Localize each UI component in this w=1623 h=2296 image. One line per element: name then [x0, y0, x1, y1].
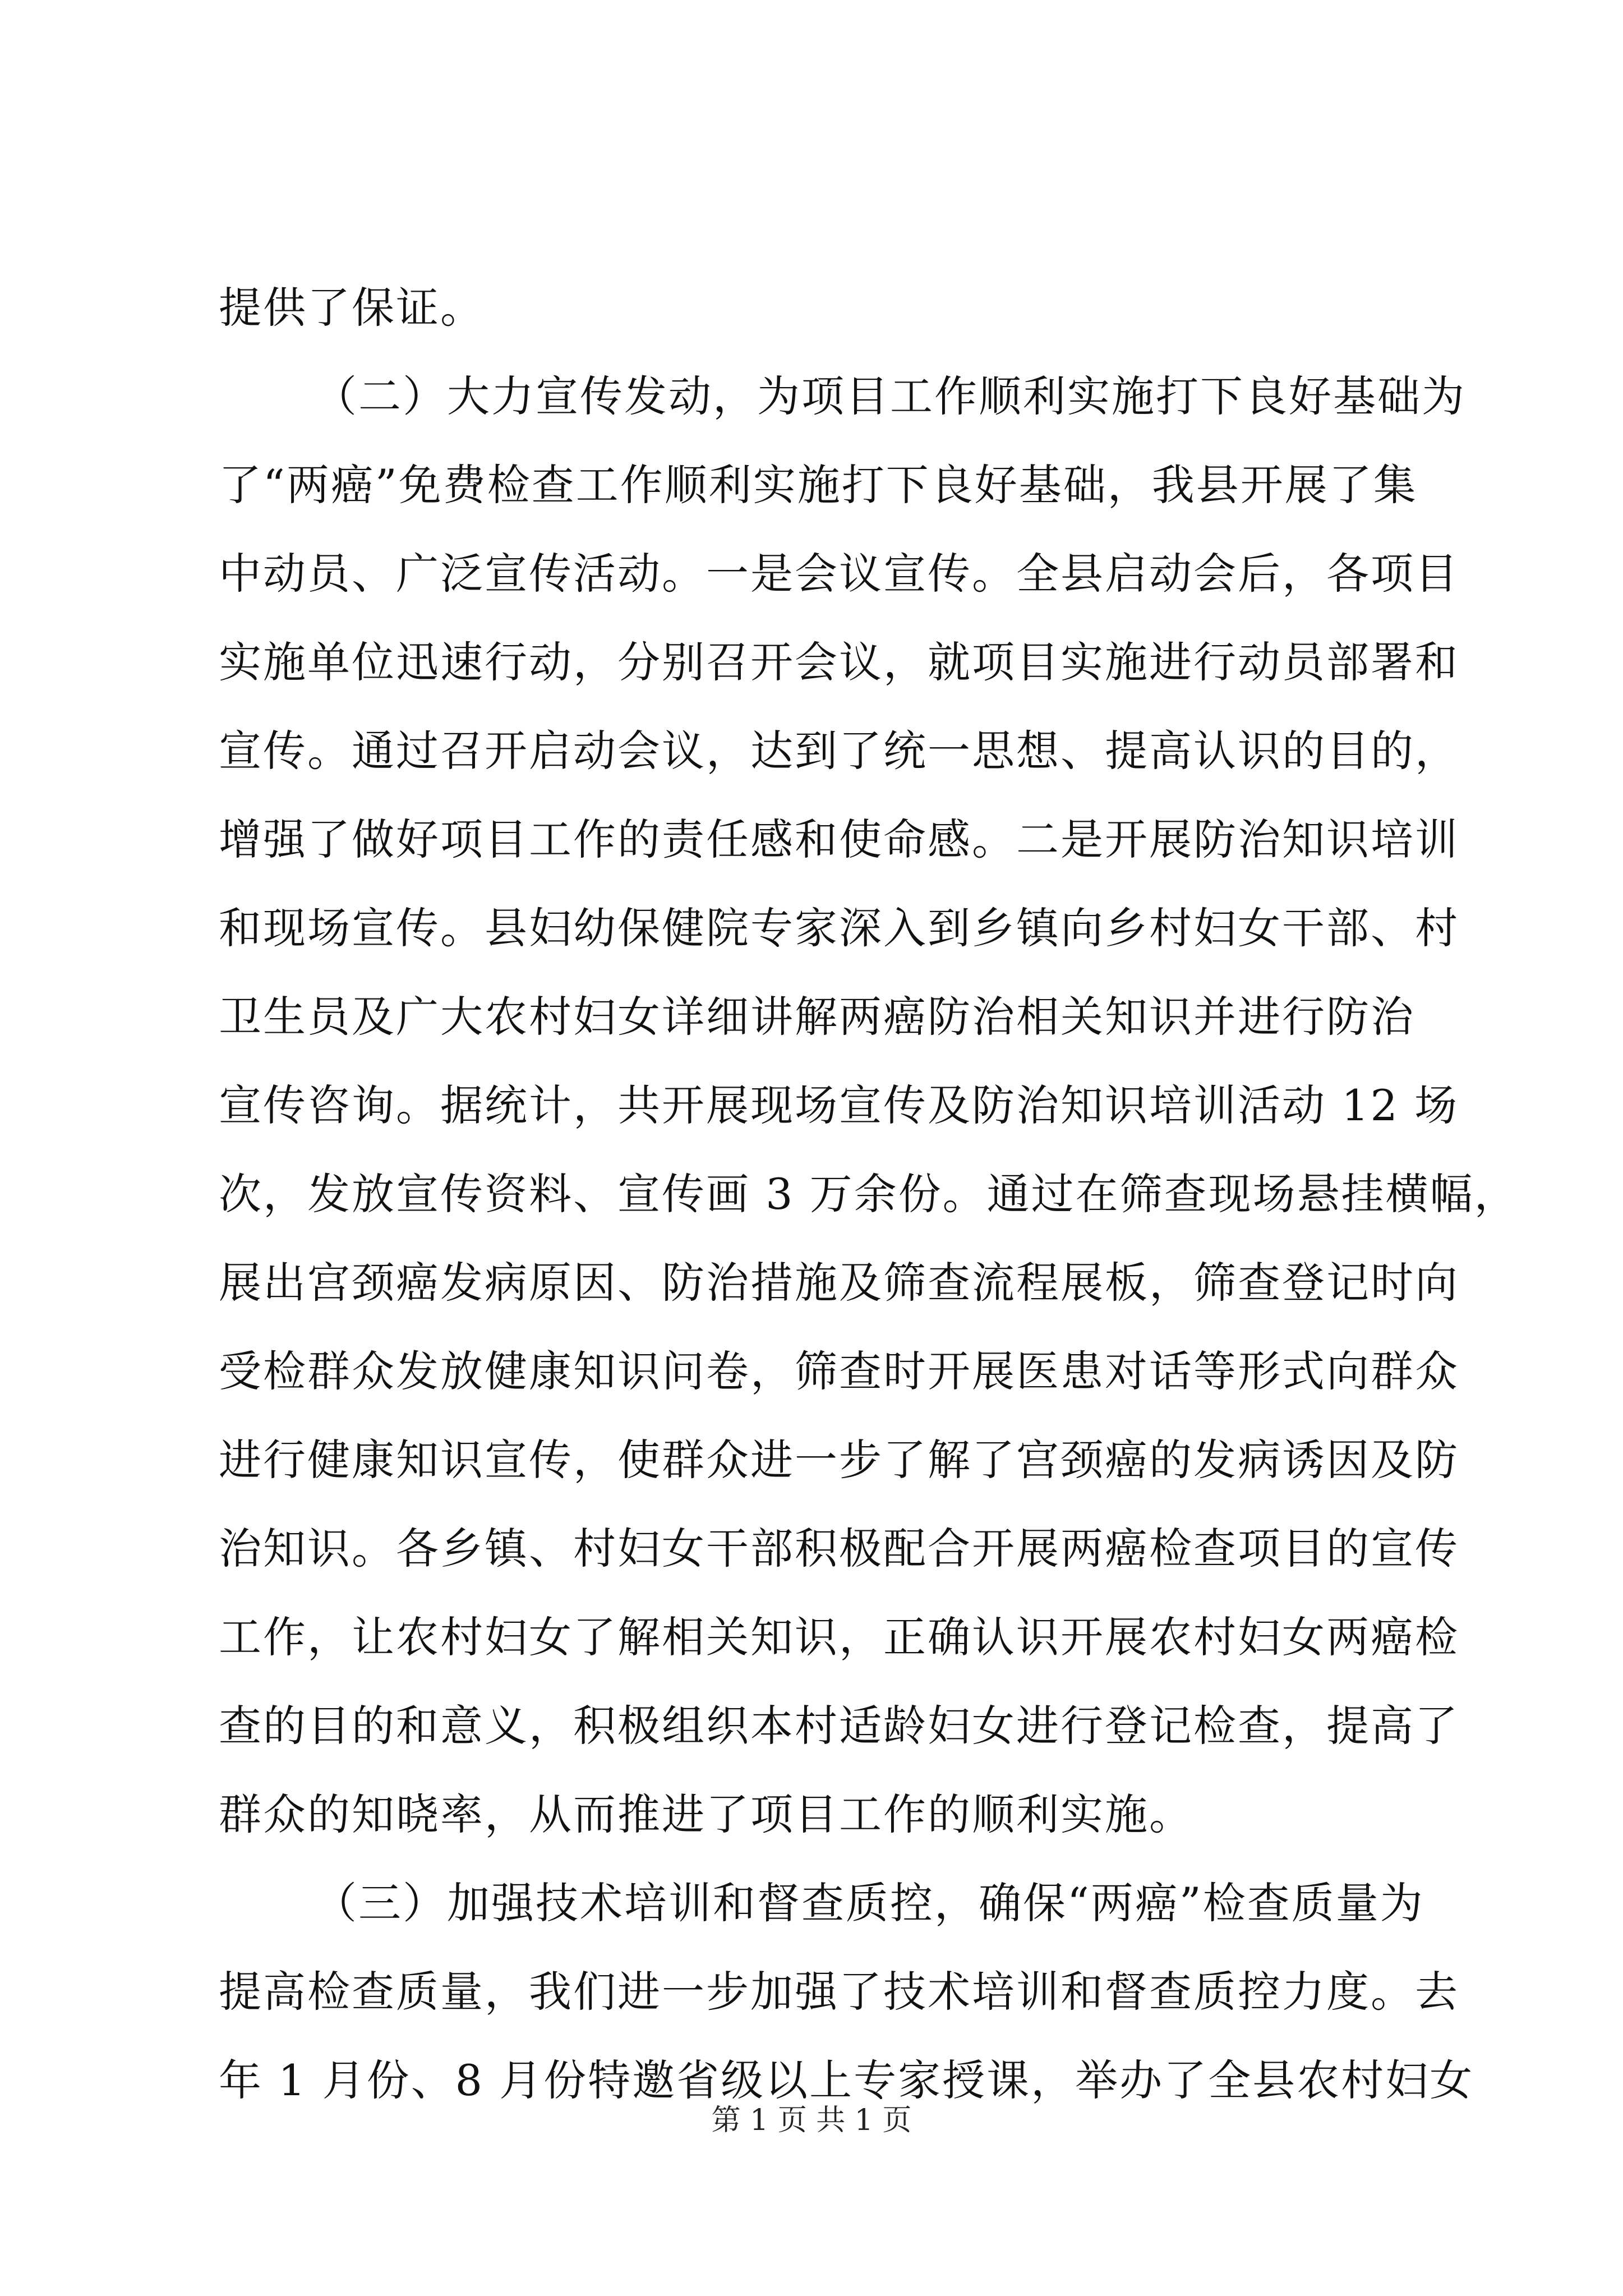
- text-line: 实施单位迅速行动，分别召开会议，就项目实施进行动员部署和: [219, 637, 1459, 687]
- text-line: 次，发放宣传资料、宣传画 3 万余份。通过在筛查现场悬挂横幅，: [219, 1169, 1519, 1219]
- text-line: 工作，让农村妇女了解相关知识，正确认识开展农村妇女两癌检: [219, 1612, 1459, 1662]
- page-footer: 第 1 页 共 1 页: [711, 2104, 912, 2137]
- text-line: 提供了保证。: [219, 283, 485, 333]
- text-line: 展出宫颈癌发病原因、防治措施及筛查流程展板，筛查登记时向: [219, 1258, 1459, 1308]
- text-line: 进行健康知识宣传，使群众进一步了解了宫颈癌的发病诱因及防: [219, 1435, 1459, 1485]
- text-line: 和现场宣传。县妇幼保健院专家深入到乡镇向乡村妇女干部、村: [219, 903, 1459, 953]
- text-line: 中动员、广泛宣传活动。一是会议宣传。全县启动会后，各项目: [219, 549, 1459, 599]
- text-line: 受检群众发放健康知识问卷，筛查时开展医患对话等形式向群众: [219, 1346, 1459, 1396]
- text-line: 群众的知晓率，从而推进了项目工作的顺利实施。: [219, 1789, 1193, 1839]
- text-line: 查的目的和意义，积极组织本村适龄妇女进行登记检查，提高了: [219, 1701, 1459, 1751]
- text-line: 增强了做好项目工作的责任感和使命感。二是开展防治知识培训: [219, 815, 1459, 864]
- text-line: 宣传。通过召开启动会议，达到了统一思想、提高认识的目的，: [219, 726, 1459, 776]
- document-body: [219, 264, 1519, 2125]
- section-heading-line: （二）大力宣传发动，为项目工作顺利实施打下良好基础为: [314, 371, 1466, 421]
- text-line: 卫生员及广大农村妇女详细讲解两癌防治相关知识并进行防治: [219, 992, 1415, 1042]
- text-line: 了“两癌”免费检查工作顺利实施打下良好基础，我县开展了集: [219, 460, 1418, 510]
- section-heading-line: （三）加强技术培训和督查质控，确保“两癌”检查质量为: [314, 1878, 1424, 1928]
- text-line: 治知识。各乡镇、村妇女干部积极配合开展两癌检查项目的宣传: [219, 1524, 1459, 1573]
- text-line: 宣传咨询。据统计，共开展现场宣传及防治知识培训活动 12 场: [219, 1080, 1459, 1130]
- text-line: 提高检查质量，我们进一步加强了技术培训和督查质控力度。去: [219, 1967, 1459, 2017]
- text-line: 年 1 月份、8 月份特邀省级以上专家授课，举办了全县农村妇女: [219, 2055, 1474, 2105]
